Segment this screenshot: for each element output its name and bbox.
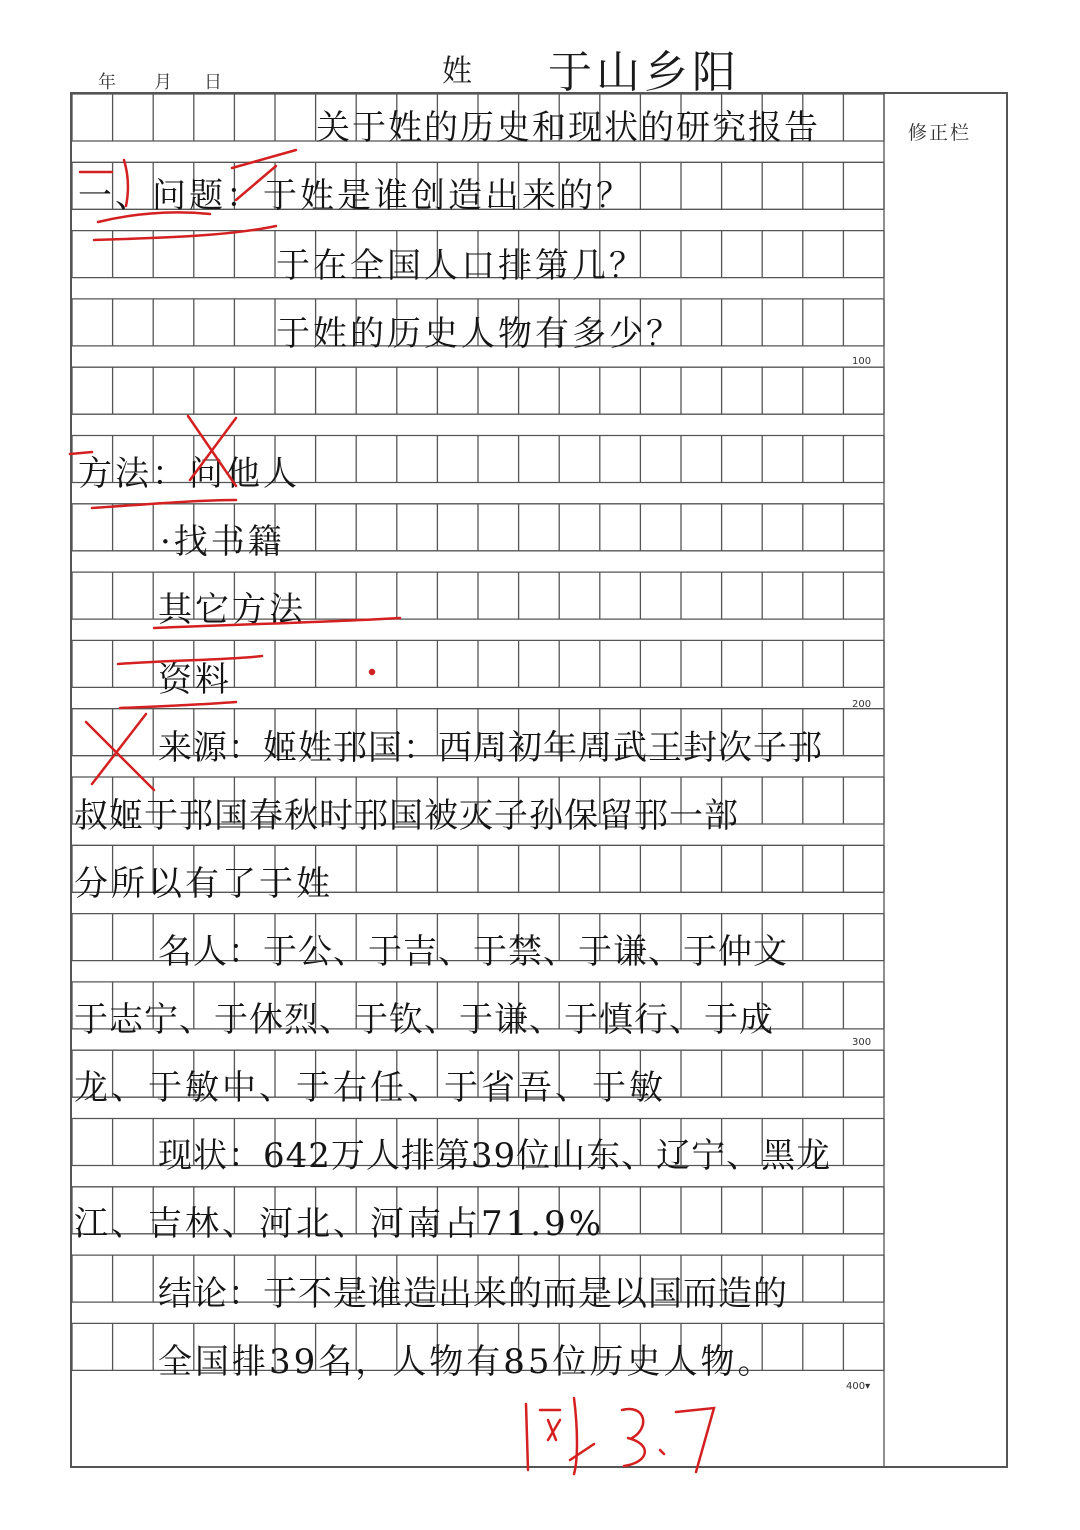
origin-line-2: 叔姬于邘国春秋时邘国被灭子孙保留邘一部 bbox=[74, 796, 739, 836]
famous-line-2: 于志宁、于休烈、于钦、于谦、于慎行、于成 bbox=[74, 1000, 774, 1040]
report-title: 关于姓的历史和现状的研究报告 bbox=[316, 108, 820, 148]
method-line-1: 方法：问他人 bbox=[78, 454, 300, 494]
correction-column-label: 修正栏 bbox=[908, 122, 972, 144]
conclusion-line-2: 全国排39名，人物有85位历史人物。 bbox=[158, 1342, 775, 1382]
question-line-3: 于姓的历史人物有多少？ bbox=[276, 314, 683, 354]
question-line-2: 于在全国人口排第几？ bbox=[276, 246, 646, 286]
material-heading: 资料 bbox=[158, 660, 232, 700]
student-name: 于山乡阳 bbox=[548, 47, 740, 98]
char-count-400: 400▾ bbox=[846, 1381, 871, 1392]
char-count-300: 300 bbox=[852, 1037, 872, 1048]
question-line-1: 一、问题：于姓是谁创造出来的？ bbox=[78, 176, 633, 216]
name-label: 姓 bbox=[442, 54, 472, 89]
famous-line-3: 龙、于敏中、于右任、于省吾、于敏 bbox=[74, 1068, 666, 1108]
conclusion-line-1: 结论：于不是谁造出来的而是以国而造的 bbox=[158, 1274, 788, 1314]
char-count-100: 100 bbox=[852, 356, 872, 367]
origin-line-3: 分所以有了于姓 bbox=[74, 864, 333, 904]
month-label: 月 bbox=[154, 72, 172, 93]
method-line-3: 其它方法 bbox=[158, 590, 306, 630]
method-line-2: ·找书籍 bbox=[160, 522, 285, 562]
origin-line-1: 来源：姬姓邘国：西周初年周武王封次子邘 bbox=[158, 728, 823, 768]
day-label: 日 bbox=[204, 72, 222, 93]
year-label: 年 bbox=[98, 72, 116, 93]
famous-line-1: 名人：于公、于吉、于禁、于谦、于仲文 bbox=[158, 932, 788, 972]
status-line-1: 现状：642万人排第39位山东、辽宁、黑龙 bbox=[158, 1136, 832, 1176]
char-count-200: 200 bbox=[852, 699, 872, 710]
status-line-2: 江、吉林、河北、河南占71.9% bbox=[74, 1204, 605, 1244]
